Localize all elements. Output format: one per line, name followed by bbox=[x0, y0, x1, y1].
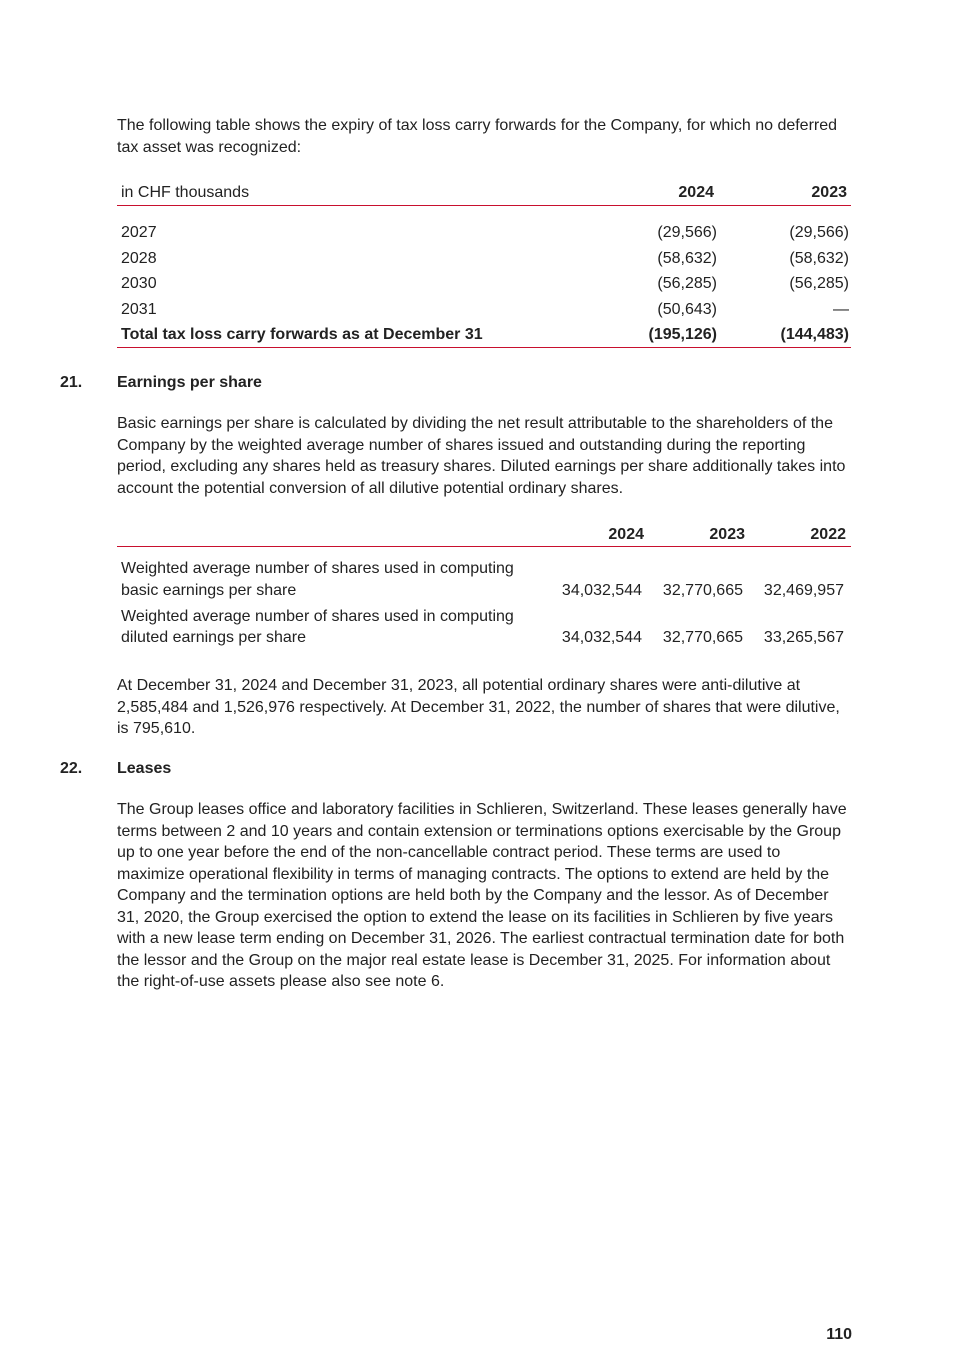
total-value: (195,126) bbox=[648, 326, 717, 343]
tax-loss-table bbox=[117, 178, 851, 348]
cell-value: — bbox=[833, 300, 849, 318]
dilution-note: At December 31, 2024 and December 31, 2023, all potential ordinary shares were anti-dilutive at 2,585,484 and 1,526,976 respectively. At December 31, 2022, the number of shares that were dilutive, is 795,610. bbox=[117, 677, 840, 737]
row-label: Weighted average number of shares used in computing basic earnings per share bbox=[121, 560, 514, 599]
column-header: 2023 bbox=[709, 526, 745, 543]
cell-value: (50,643) bbox=[657, 300, 717, 318]
total-row bbox=[117, 322, 851, 348]
cell-value: (29,566) bbox=[789, 224, 849, 241]
cell-value: 34,032,544 bbox=[561, 581, 642, 599]
total-label: Total tax loss carry forwards as at December 31 bbox=[121, 326, 483, 343]
eps-paragraph: Basic earnings per share is calculated by dividing the net result attributable to the shareholders of the Company by the weighted average number of shares issued and outstanding during the reporting period, excluding any shares held as treasury shares. Diluted earnings per share additionally takes into account the potential conversion of all dilutive potential ordinary shares. bbox=[117, 415, 846, 497]
cell-value: 33,265,567 bbox=[763, 629, 844, 646]
cell-value: (29,566) bbox=[657, 224, 717, 241]
table-row bbox=[117, 606, 851, 654]
row-label: Weighted average number of shares used in computing diluted earnings per share bbox=[121, 607, 514, 646]
table-header bbox=[117, 178, 851, 206]
column-header: 2022 bbox=[810, 526, 846, 543]
cell-value: (58,632) bbox=[657, 249, 717, 267]
table-header bbox=[117, 520, 851, 547]
total-value: (144,483) bbox=[780, 326, 849, 343]
section-title: Leases bbox=[117, 760, 172, 777]
row-label: 2027 bbox=[121, 224, 157, 241]
column-header: 2023 bbox=[811, 184, 847, 201]
table-row bbox=[117, 220, 851, 246]
table-row bbox=[117, 558, 851, 606]
cell-value: (56,285) bbox=[789, 275, 849, 292]
unit-label: in CHF thousands bbox=[121, 184, 250, 201]
row-label: 2031 bbox=[121, 300, 157, 318]
table-row bbox=[117, 271, 851, 297]
row-label: 2030 bbox=[121, 275, 157, 292]
intro-paragraph: The following table shows the expiry of tax loss carry forwards for the Company, for which no deferred tax asset was recognized: bbox=[117, 117, 838, 156]
column-header: 2024 bbox=[678, 184, 714, 201]
table-row bbox=[117, 297, 851, 323]
cell-value: 32,770,665 bbox=[662, 581, 743, 599]
eps-table bbox=[117, 520, 851, 653]
cell-value: 34,032,544 bbox=[561, 629, 642, 646]
cell-value: 32,770,665 bbox=[662, 629, 743, 646]
cell-value: (56,285) bbox=[657, 275, 717, 292]
row-label: 2028 bbox=[121, 249, 157, 267]
cell-value: (58,632) bbox=[789, 249, 849, 267]
section-title: Earnings per share bbox=[117, 374, 262, 391]
leases-paragraph: The Group leases office and laboratory facilities in Schlieren, Switzerland. These leases generally have terms between 2 and 10 years and contain extension or terminations options exercisable by the Group up to one year before the end of the non-cancellable contract period. These terms are used to maximize operational flexibility in terms of managing contracts. The options to extend are held by the Company and the termination options are held both by the Company and the lessor. As of December 31, 2020, the Group exercised the option to extend the lease on its facilities in Schlieren by five years with a new lease term ending on December 31, 2026. The earliest contractual termination date for both the lessor and the Group on the major real estate lease is December 31, 2025. For information about the right-of-use assets please also see note 6. bbox=[117, 801, 847, 990]
section-number: 22. bbox=[60, 760, 83, 777]
table-row bbox=[117, 246, 851, 272]
section-number: 21. bbox=[60, 374, 83, 391]
page-number: 110 bbox=[826, 1326, 852, 1343]
column-header: 2024 bbox=[608, 526, 644, 543]
cell-value: 32,469,957 bbox=[763, 581, 844, 599]
